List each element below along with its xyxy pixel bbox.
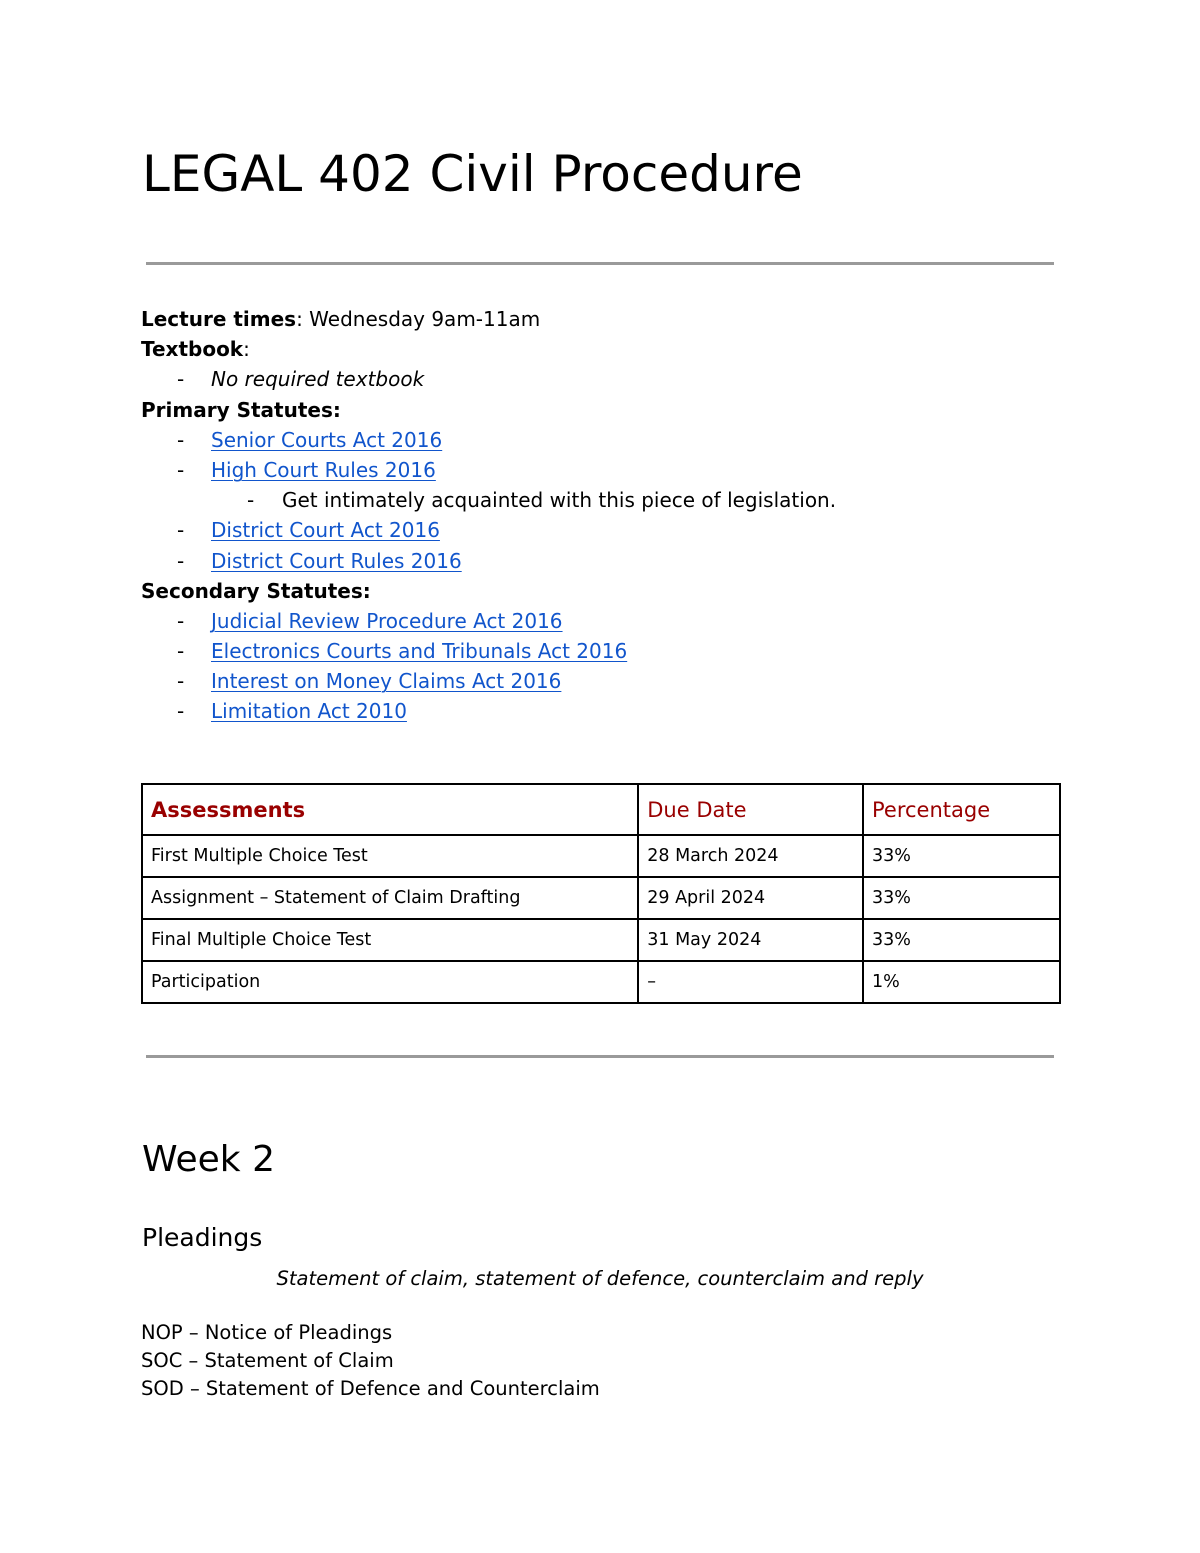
sub-note: Get intimately acquainted with this piece of legislation. [282,488,837,513]
section-heading: Pleadings [142,1223,263,1252]
column-header-due-date: Due Date [638,784,863,835]
statute-link-senior-courts-act[interactable]: Senior Courts Act 2016 [211,427,443,452]
primary-statutes-line [141,395,1101,425]
course-info [141,304,1101,727]
section-subtitle: Statement of claim, statement of defence, counterclaim and reply [276,1267,924,1290]
table-cell: Assignment – Statement of Claim Drafting [142,877,638,919]
table-cell: Final Multiple Choice Test [142,919,638,961]
table-row [142,835,1060,877]
bullet-dash: - [177,608,185,633]
table-cell: 33% [863,835,1060,877]
statute-link-high-court-rules[interactable]: High Court Rules 2016 [211,457,436,482]
table-cell: 31 May 2024 [638,919,863,961]
statute-link-limitation-act[interactable]: Limitation Act 2010 [211,699,407,724]
abbreviation-item: SOD – Statement of Defence and Counterclaim [141,1377,600,1400]
statute-link-interest-on-money[interactable]: Interest on Money Claims Act 2016 [211,669,562,694]
statute-link-district-court-rules[interactable]: District Court Rules 2016 [211,548,462,573]
statute-link-district-court-act[interactable]: District Court Act 2016 [211,518,440,543]
statute-link-electronic-courts[interactable]: Electronics Courts and Tribunals Act 2016 [211,639,628,664]
table-cell: 29 April 2024 [638,877,863,919]
bullet-dash: - [177,367,185,392]
bullet-dash: - [177,427,185,452]
week-heading: Week 2 [142,1139,275,1180]
bullet-dash: - [177,669,185,694]
lecture-times-value: Wednesday 9am-11am [302,307,541,331]
document-title: LEGAL 402 Civil Procedure [142,145,803,203]
assessments-table [141,783,1061,1004]
sub-list-item [141,485,1101,515]
column-header-percentage: Percentage [863,784,1060,835]
table-cell: 28 March 2024 [638,835,863,877]
statute-link-judicial-review[interactable]: Judicial Review Procedure Act 2016 [211,608,563,633]
bullet-dash: - [177,699,185,724]
list-item [141,696,1101,726]
table-cell: 1% [863,961,1060,1003]
table-cell: 33% [863,877,1060,919]
list-item [141,606,1101,636]
bullet-dash: - [177,457,185,482]
abbreviation-item: SOC – Statement of Claim [141,1349,394,1372]
abbreviation-list [141,1319,600,1403]
textbook-label: Textbook [141,337,244,362]
table-header-row [142,784,1060,835]
table-row [142,961,1060,1003]
bullet-dash: - [177,518,185,543]
list-item [141,666,1101,696]
bullet-dash: - [177,639,185,664]
horizontal-rule [146,1055,1054,1058]
list-item [141,455,1101,485]
list-item [141,546,1101,576]
table-cell: First Multiple Choice Test [142,835,638,877]
horizontal-rule [146,262,1054,265]
primary-statutes-label: Primary Statutes: [141,397,341,422]
table-cell: – [638,961,863,1003]
textbook-item: No required textbook [211,367,425,392]
list-item [141,515,1101,545]
list-item [141,636,1101,666]
list-item [141,364,1101,394]
textbook-line [141,334,1101,364]
table-cell: 33% [863,919,1060,961]
bullet-dash: - [247,488,255,513]
column-header-assessments: Assessments [142,784,638,835]
secondary-statutes-line [141,576,1101,606]
bullet-dash: - [177,548,185,573]
lecture-times-label: Lecture times [141,307,297,331]
textbook-sep: : [243,337,250,362]
secondary-statutes-label: Secondary Statutes: [141,578,371,603]
lecture-times-sep: : [296,307,303,331]
table-row [142,919,1060,961]
lecture-times-line [141,304,1101,334]
table-cell: Participation [142,961,638,1003]
list-item [141,425,1101,455]
table-row [142,877,1060,919]
abbreviation-item: NOP – Notice of Pleadings [141,1321,393,1344]
